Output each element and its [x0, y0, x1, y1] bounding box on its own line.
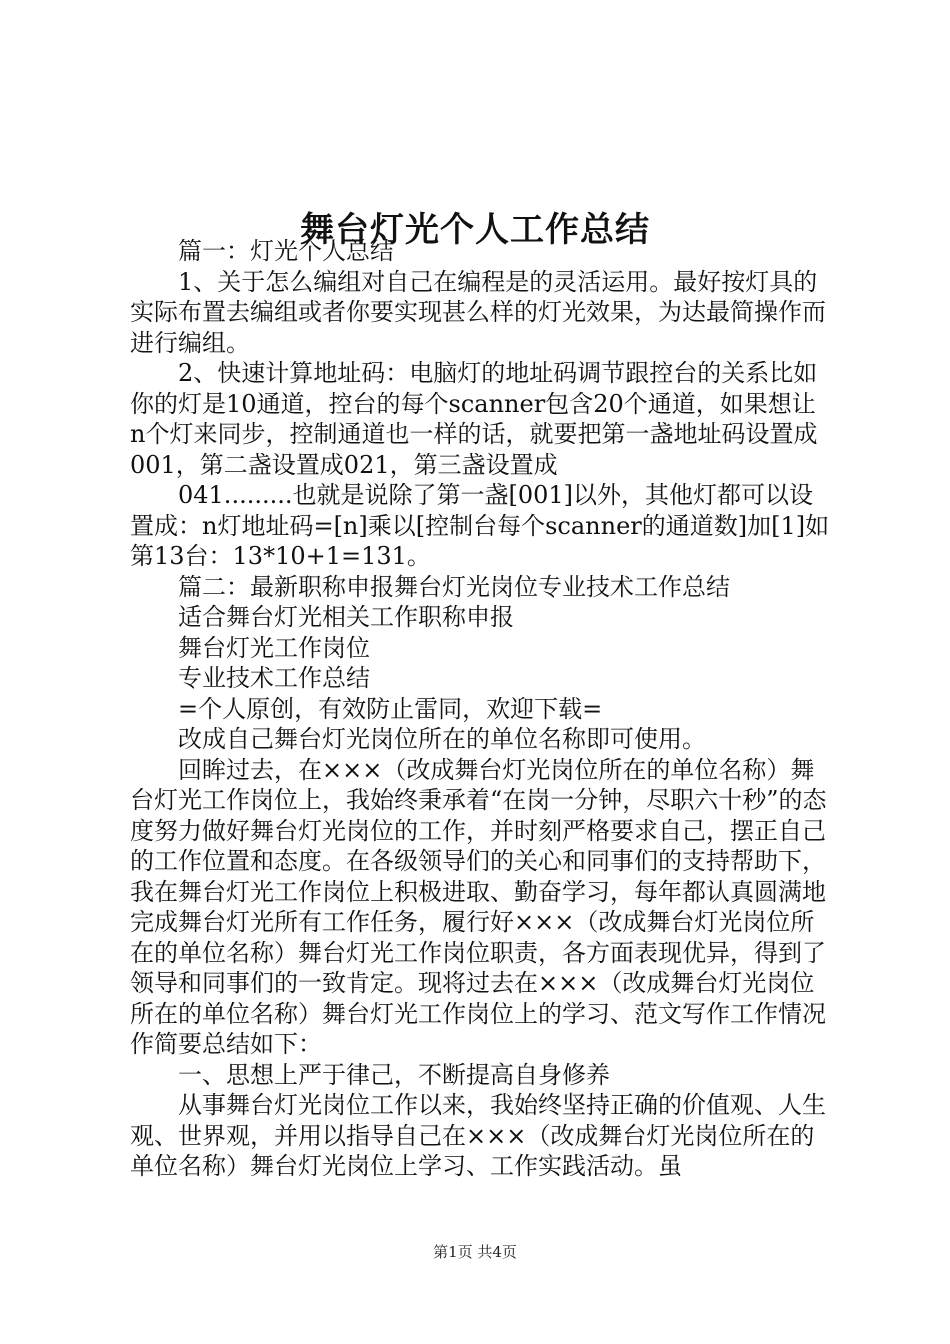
section-heading-1: 篇一：灯光个人总结 [178, 237, 394, 265]
body-paragraph: =个人原创，有效防止雷同，欢迎下载= [178, 694, 603, 723]
body-paragraph: 从事舞台灯光岗位工作以来，我始终坚持正确的价值观、人生观、世界观，并用以指导自己在×××（改成舞台灯光岗位所在的单位名称）舞台灯光岗位上学习、工作实践活动。虽 [130, 1091, 826, 1180]
body-paragraph: 1、关于怎么编组对自己在编程是的灵活运用。最好按灯具的实际布置去编组或者你要实现甚么样的灯光效果，为达最简操作而进行编组。 [130, 267, 826, 357]
page-footer: 第1页 共4页 [433, 1243, 517, 1261]
body-paragraph: 舞台灯光工作岗位 [178, 633, 370, 662]
document-title: 舞台灯光个人工作总结 [300, 209, 650, 250]
body-paragraph: 041.........也就是说除了第一盏[001]以外，其他灯都可以设置成：n灯地址码=[n]乘以[控制台每个scanner的通道数]加[1]如第13台：13*10+1=131。 [130, 481, 830, 570]
document-body [130, 236, 830, 1182]
body-paragraph: 回眸过去，在×××（改成舞台灯光岗位所在的单位名称）舞台灯光工作岗位上，我始终秉承着“在岗一分钟，尽职六十秒”的态度努力做好舞台灯光岗位的工作，并时刻严格要求自己，摆正自己的工作位置和态度。在各级领导们的关心和同事们的支持帮助下，我在舞台灯光工作岗位上积极进取、勤奋学习，每年都认真圆满地完成舞台灯光所有工作任务，履行好×××（改成舞台灯光岗位所在的单位名称）舞台灯光工作岗位职责，各方面表现优异，得到了领导和同事们的一致肯定。现将过去在×××（改成舞台灯光岗位所在的单位名称）舞台灯光工作岗位上的学习、范文写作工作情况作简要总结如下： [130, 755, 827, 1058]
subsection-heading: 一、思想上严于律己，不断提高自身修养 [178, 1060, 610, 1089]
body-paragraph: 专业技术工作总结 [178, 664, 370, 692]
body-paragraph: 改成自己舞台灯光岗位所在的单位名称即可使用。 [178, 725, 706, 753]
section-heading-2: 篇二：最新职称申报舞台灯光岗位专业技术工作总结 [178, 572, 730, 601]
body-paragraph: 2、快速计算地址码：电脑灯的地址码调节跟控台的关系比如你的灯是10通道，控台的每个scanner包含20个通道，如果想让n个灯来同步，控制通道也一样的话，就要把第一盏地址码设置成001，第二盏设置成021，第三盏设置成 [130, 359, 818, 479]
body-paragraph: 适合舞台灯光相关工作职称申报 [178, 603, 514, 631]
